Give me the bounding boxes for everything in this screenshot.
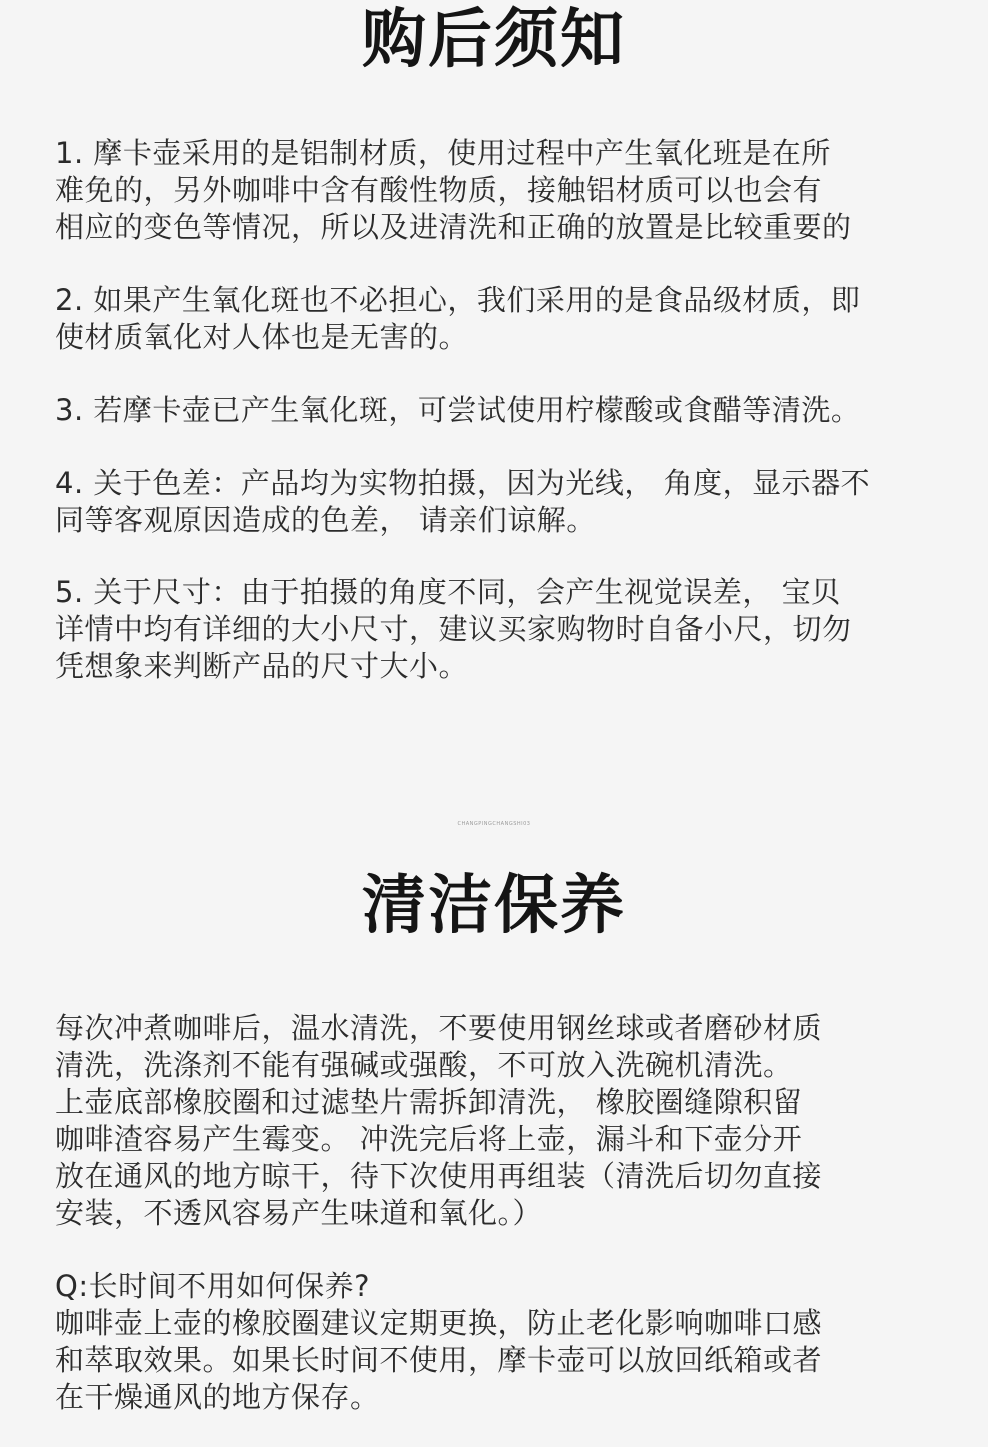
watermark-text: CHANGPINGCHANGSHI03 — [457, 821, 531, 827]
notice-item-4: 4. 关于色差：产品均为实物拍摄，因为光线， 角度，显示器不 同等客观原因造成的色差， 请亲们谅解。 — [55, 466, 871, 537]
cleaning-paragraph: 每次冲煮咖啡后，温水清洗，不要使用钢丝球或者磨砂材质 清洗，洗涤剂不能有强碱或强酸，不可放入洗碗机清洗。 上壶底部橡胶圈和过滤垫片需拆卸清洗， 橡胶圈缝隙积留 咖啡渣容易产生霉变。 冲洗完后将上壶，漏斗和下壶分开 放在通风的地方晾干，待下次使用再组装（清洗后切勿直接 安装，不透风容易产生味道和氧化。） — [55, 1011, 823, 1230]
notice-item-1: 1. 摩卡壶采用的是铝制材质，使用过程中产生氧化班是在所 难免的，另外咖啡中含有酸性物质，接触铝材质可以也会有 相应的变色等情况，所以及进清洗和正确的放置是比较重要的 — [55, 136, 852, 244]
notice-item-3: 3. 若摩卡壶已产生氧化斑，可尝试使用柠檬酸或食醋等清洗。 — [55, 393, 861, 427]
section-title-cleaning: 清洁保养 — [362, 869, 626, 943]
notice-item-5: 5. 关于尺寸：由于拍摄的角度不同，会产生视觉误差， 宝贝 详情中均有详细的大小尺寸，建议买家购物时自备小尺，切勿 凭想象来判断产品的尺寸大小。 — [55, 575, 852, 683]
section-title-after-purchase: 购后须知 — [362, 3, 626, 77]
storage-qa-paragraph: Q:长时间不用如何保养? 咖啡壶上壶的橡胶圈建议定期更换，防止老化影响咖啡口感 和萃取效果。如果长时间不使用，摩卡壶可以放回纸箱或者 在干燥通风的地方保存。 — [55, 1269, 823, 1414]
notice-item-2: 2. 如果产生氧化斑也不必担心，我们采用的是食品级材质，即 使材质氧化对人体也是无害的。 — [55, 283, 861, 354]
